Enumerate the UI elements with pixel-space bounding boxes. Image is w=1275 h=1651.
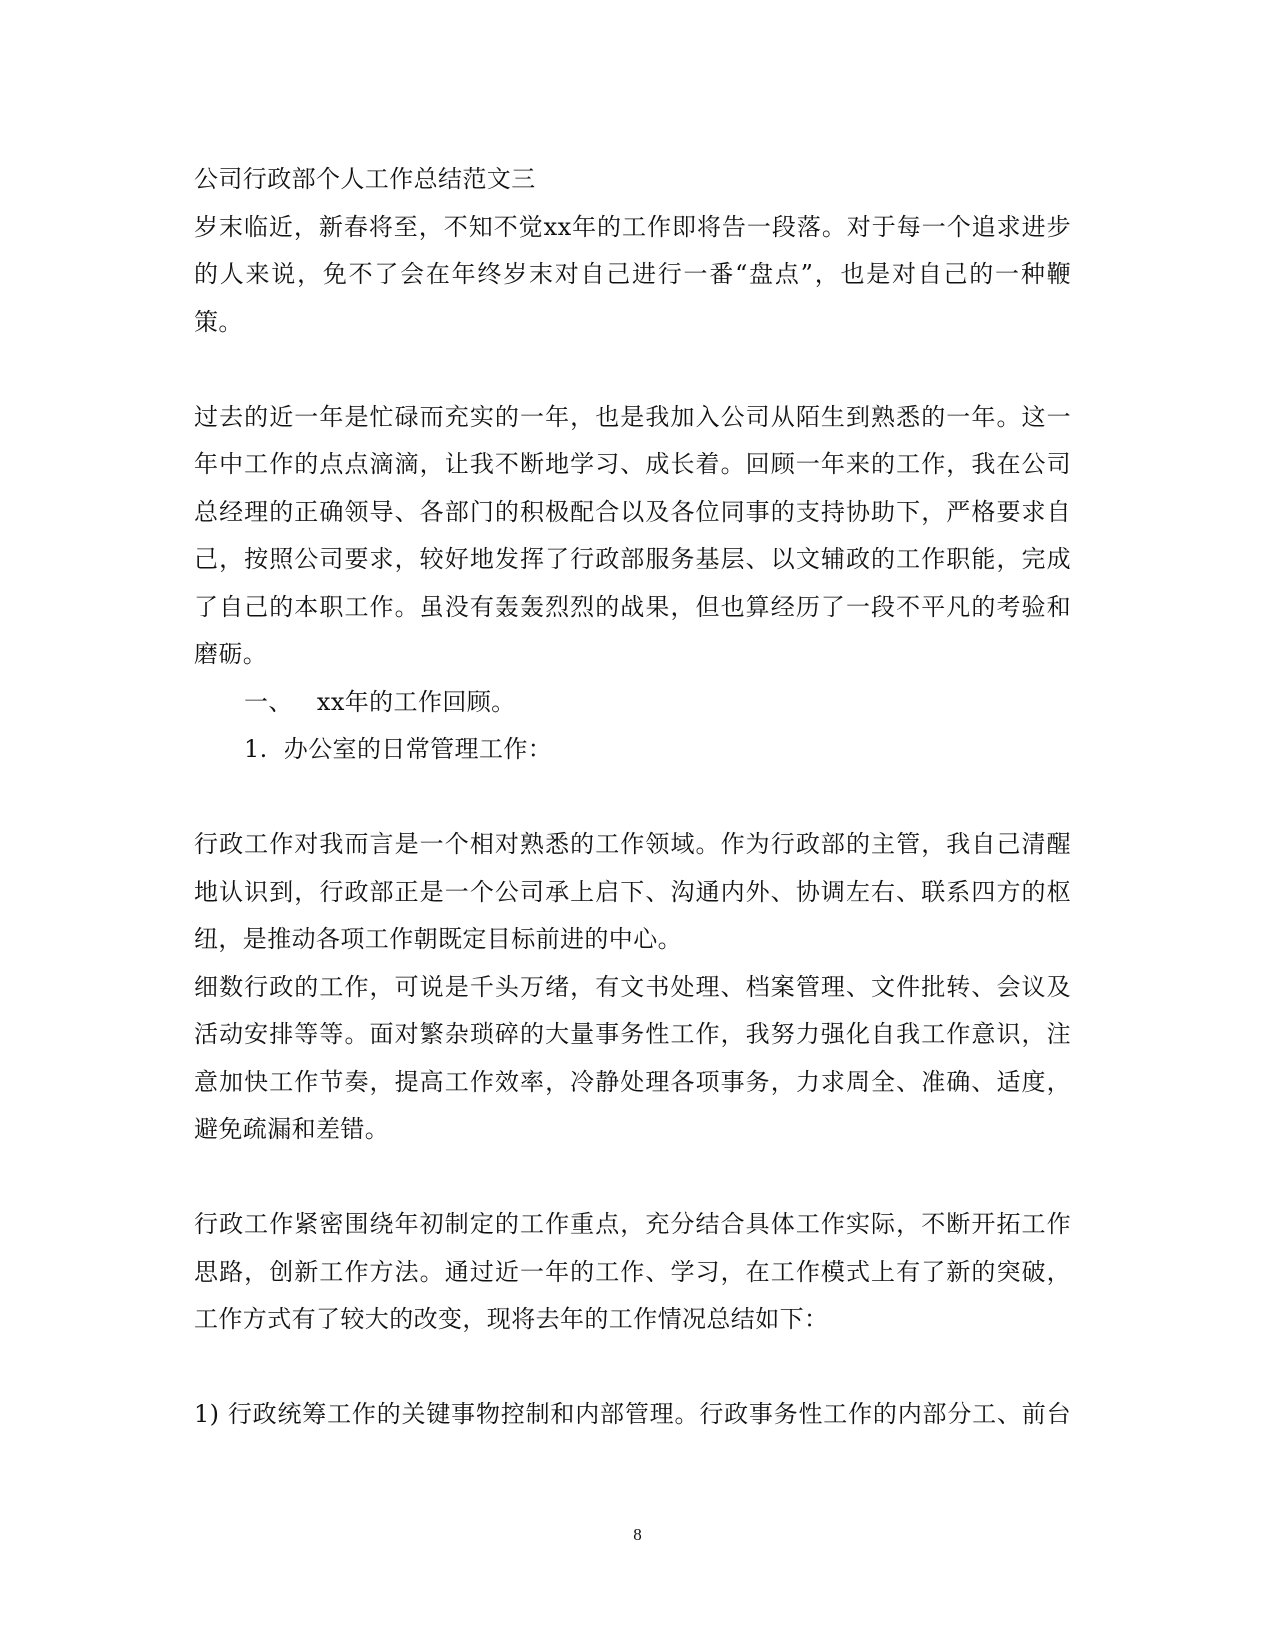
paragraph-5-line-3: 工作方式有了较大的改变，现将去年的工作情况总结如下： [194, 1305, 829, 1333]
paragraph-2-line-2: 年中工作的点点滴滴，让我不断地学习、成长着。回顾一年来的工作，我在公司 [194, 450, 1071, 478]
paragraph-4-line-1: 细数行政的工作，可说是千头万绪，有文书处理、档案管理、文件批转、会议及 [194, 972, 1071, 1001]
paragraph-5-line-1: 行政工作紧密围绕年初制定的工作重点，充分结合具体工作实际，不断开拓工作 [194, 1210, 1071, 1238]
subsection-heading-1: 1. 办公室的日常管理工作： [244, 735, 553, 763]
page-number: 8 [633, 1525, 642, 1544]
paragraph-3-line-2: 地认识到，行政部正是一个公司承上启下、沟通内外、协调左右、联系四方的枢 [194, 877, 1071, 906]
paragraph-4-line-4: 避免疏漏和差错。 [194, 1115, 390, 1143]
paragraph-spacer [194, 1344, 1071, 1392]
section-heading-1: 一、 xx年的工作回顾。 [244, 687, 516, 716]
paragraph-1-line-3: 策。 [194, 307, 243, 336]
paragraph-3-line-1: 行政工作对我而言是一个相对熟悉的工作领域。作为行政部的主管，我自己清醒 [194, 830, 1071, 858]
paragraph-6-line-1: 1) 行政统筹工作的关键事物控制和内部管理。行政事务性工作的内部分工、前台 [194, 1400, 1071, 1428]
paragraph-2-line-6: 磨砺。 [194, 640, 268, 668]
paragraph-spacer [194, 774, 1071, 822]
paragraph-2-line-5: 了自己的本职工作。虽没有轰轰烈烈的战果，但也算经历了一段不平凡的考验和 [194, 592, 1071, 621]
paragraph-4-line-3: 意加快工作节奏，提高工作效率，冷静处理各项事务，力求周全、准确、适度， [194, 1067, 1071, 1096]
paragraph-spacer [194, 1154, 1071, 1202]
paragraph-5-line-2: 思路，创新工作方法。通过近一年的工作、学习，在工作模式上有了新的突破， [194, 1257, 1071, 1286]
document-title: 公司行政部个人工作总结范文三 [194, 165, 536, 193]
paragraph-2-line-4: 己，按照公司要求，较好地发挥了行政部服务基层、以文辅政的工作职能，完成 [194, 545, 1071, 573]
paragraph-4-line-2: 活动安排等等。面对繁杂琐碎的大量事务性工作，我努力强化自我工作意识，注 [194, 1020, 1071, 1048]
paragraph-spacer [194, 346, 1071, 394]
paragraph-1-line-2: 的人来说，免不了会在年终岁末对自己进行一番“盘点”，也是对自己的一种鞭 [194, 260, 1071, 288]
document-body [194, 156, 1071, 1439]
paragraph-3-line-3: 纽，是推动各项工作朝既定目标前进的中心。 [194, 925, 682, 953]
paragraph-1-line-1: 岁末临近，新春将至，不知不觉xx年的工作即将告一段落。对于每一个追求进步 [194, 212, 1071, 241]
paragraph-2-line-3: 总经理的正确领导、各部门的积极配合以及各位同事的支持协助下，严格要求自 [194, 497, 1071, 526]
paragraph-2-line-1: 过去的近一年是忙碌而充实的一年，也是我加入公司从陌生到熟悉的一年。这一 [194, 402, 1071, 431]
